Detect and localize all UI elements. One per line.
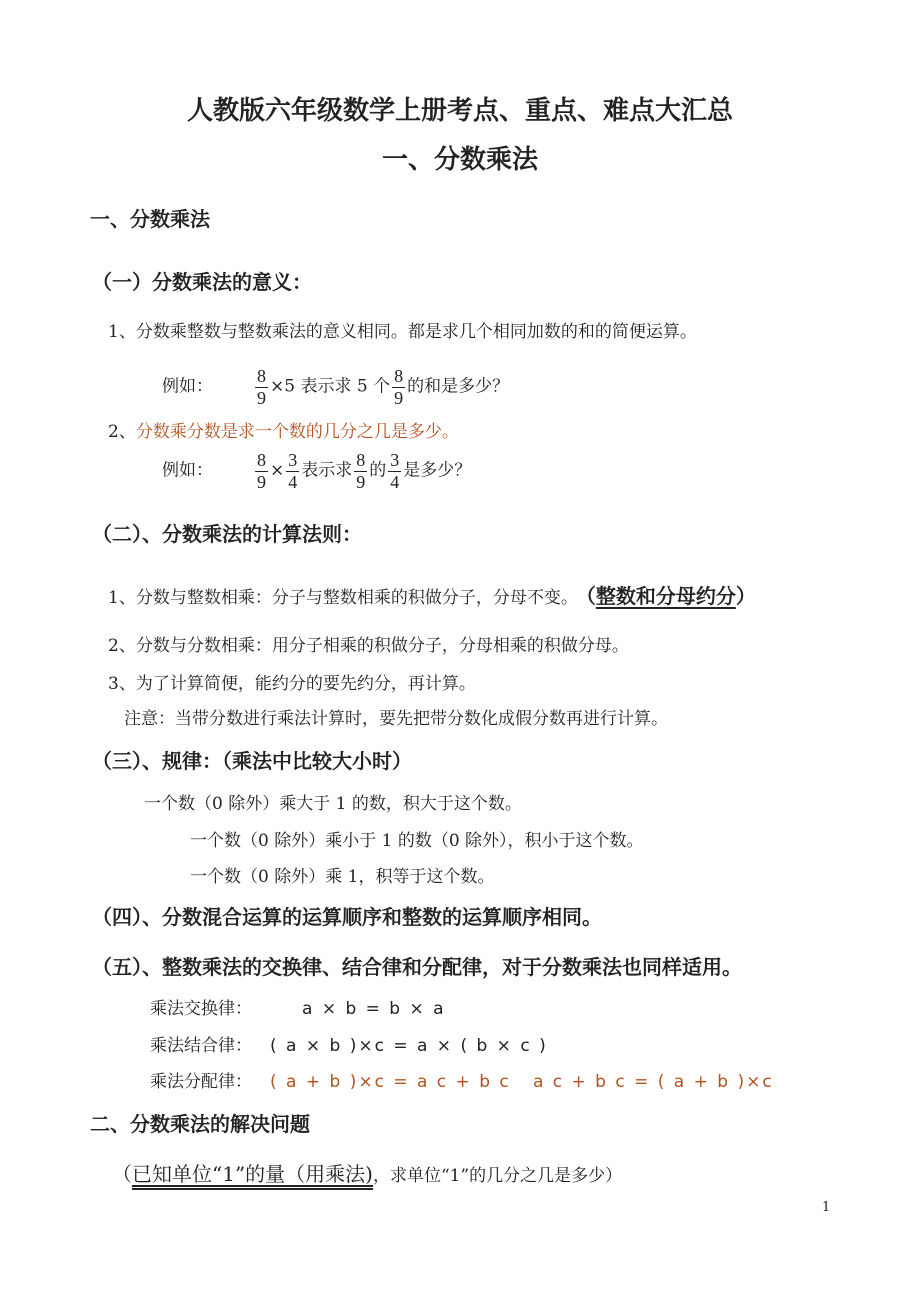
fraction: $\frac{3}{4}$ (390, 450, 400, 492)
rule: 一个数（0 除外）乘小于 1 的数（0 除外），积小于这个数。 (190, 831, 644, 851)
formula: ( a + b )×c = a c + b c a c + b c = ( a + b )×c (270, 1072, 774, 1092)
subsection-heading: （四）、分数混合运算的运算顺序和整数的运算顺序相同。 (92, 905, 602, 929)
paragraph: 1、分数与整数相乘：分子与整数相乘的积做分子，分母不变。 （整数和分母约分） (108, 584, 756, 608)
fraction: $\frac{3}{4}$ (288, 450, 298, 492)
paragraph: 2、分数与分数相乘：用分子相乘的积做分子，分母相乘的积做分母。 (108, 636, 629, 656)
formula: a × b = b × a (302, 999, 446, 1019)
section-heading: 一、分数乘法 (90, 207, 210, 231)
paragraph: 2、分数乘分数是求一个数的几分之几是多少。 (108, 422, 459, 442)
example-line: 例如： $\frac{8}{9}$ × $\frac{3}{4}$ 表示求 $\frac{8}{9}$ 的 $\frac{3}{4}$ 是多少？ (162, 450, 472, 492)
fraction: $\frac{8}{9}$ (394, 366, 404, 408)
highlighted-text: 分数乘分数是求一个数的几分之几是多少。 (135, 422, 459, 442)
underlined-note: 整数和分母约分 (595, 584, 736, 608)
chapter-title: 一、分数乘法 (381, 145, 538, 175)
note: 注意：当带分数进行乘法计算时，要先把带分数化成假分数再进行计算。 (124, 709, 668, 729)
paragraph: 3、为了计算简便，能约分的要先约分，再计算。 (108, 674, 476, 694)
document-title: 人教版六年级数学上册考点、重点、难点大汇总 (186, 96, 733, 126)
subsection-heading: （三）、规律：（乘法中比较大小时） (92, 749, 412, 773)
paragraph: 1、分数乘整数与整数乘法的意义相同。都是求几个相同加数的和的简便运算。 (108, 322, 697, 342)
law-row: 乘法分配律： ( a + b )×c = a c + b c a c + b c = ( a + b )×c (150, 1072, 774, 1092)
example-text: 的和是多少？ (407, 376, 510, 397)
rule: 一个数（0 除外）乘大于 1 的数，积大于这个数。 (144, 794, 522, 814)
subsection-heading: （二）、分数乘法的计算法则： (92, 522, 362, 546)
law-row: 乘法交换律： a × b = b × a (150, 999, 446, 1019)
fraction: $\frac{8}{9}$ (257, 450, 266, 492)
rule: 一个数（0 除外）乘 1，积等于这个数。 (190, 867, 495, 887)
formula: ( a × b )×c = a × ( b × c ) (270, 1036, 548, 1056)
law-row: 乘法结合律： ( a × b )×c = a × ( b × c ) (150, 1036, 548, 1056)
subsection-heading: （一）分数乘法的意义： (92, 270, 312, 294)
example-line (162, 366, 509, 408)
example-label: 例如： (162, 460, 213, 481)
example-text: ×5 表示求 5 个 (270, 376, 391, 397)
underlined-text: 已知单位“1”的量（用乘法) (132, 1162, 373, 1186)
example-label: 例如： (162, 376, 213, 397)
subsection-heading: （五）、整数乘法的交换律、结合律和分配律，对于分数乘法也同样适用。 (92, 955, 742, 979)
fraction: $\frac{8}{9}$ (257, 366, 266, 408)
paragraph: （已知单位“1”的量（用乘法)，求单位“1”的几分之几是多少） (112, 1162, 623, 1186)
section-heading: 二、分数乘法的解决问题 (90, 1112, 310, 1136)
fraction: $\frac{8}{9}$ (356, 450, 366, 492)
page-number: 1 (822, 1200, 831, 1215)
